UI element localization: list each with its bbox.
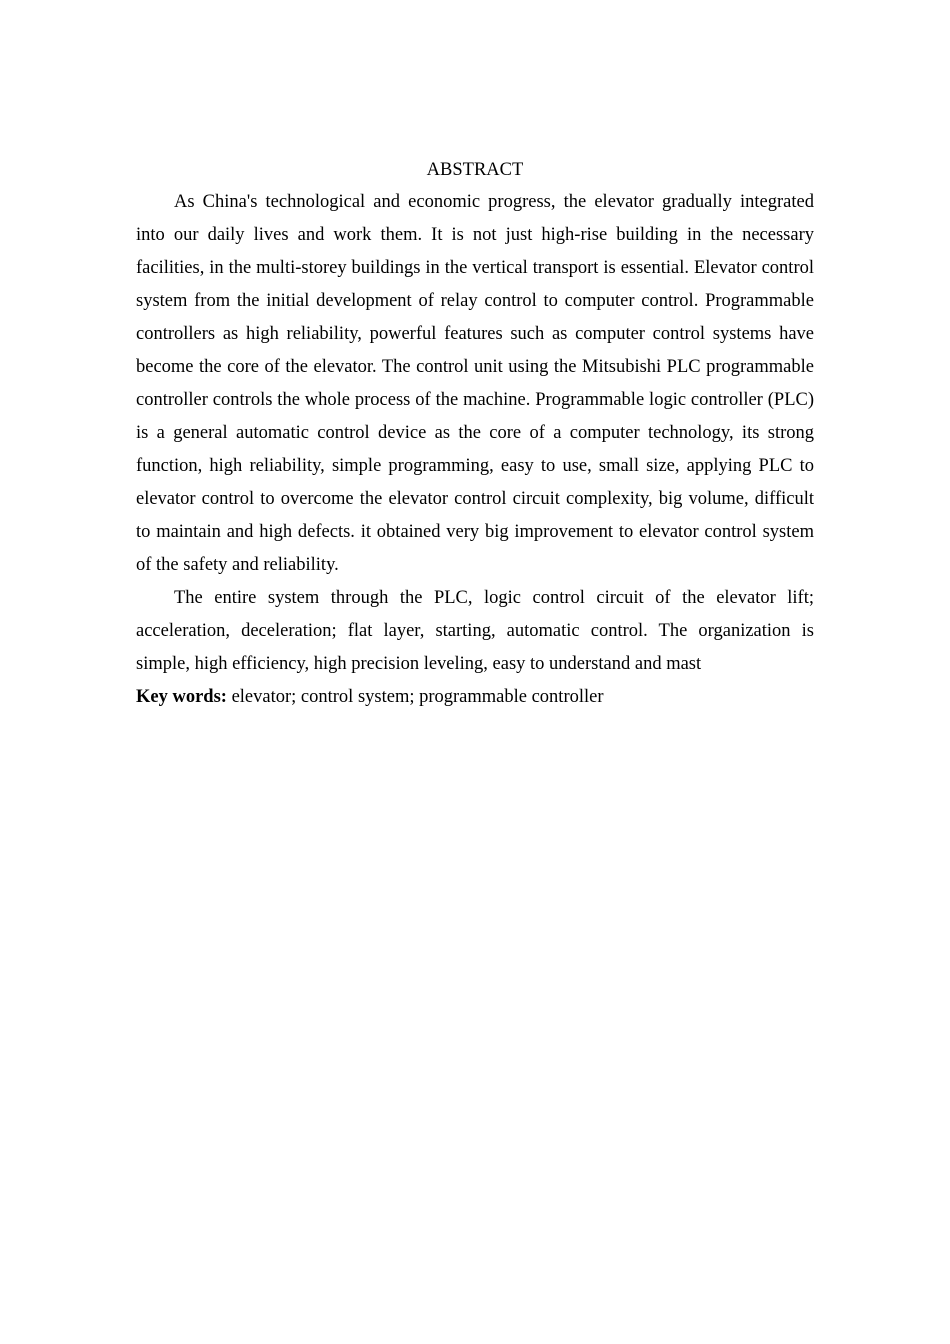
- keywords-line: [136, 681, 814, 714]
- abstract-paragraph-1: As China's technological and economic progress, the elevator gradually integrated into our daily lives and work them. It is not just high-rise building in the necessary facilities, in the multi-storey buildings in the vertical transport is essential. Elevator control system from the initial development of relay control to computer control. Programmable controllers as high reliability, powerful features such as computer control systems have become the core of the elevator. The control unit using the Mitsubishi PLC programmable controller controls the whole process of the machine. Programmable logic controller (PLC) is a general automatic control device as the core of a computer technology, its strong function, high reliability, simple programming, easy to use, small size, applying PLC to elevator control to overcome the elevator control circuit complexity, big volume, difficult to maintain and high defects. it obtained very big improvement to elevator control system of the safety and reliability.: [136, 192, 814, 575]
- keywords-text: elevator; control system; programmable controller: [226, 687, 604, 707]
- keywords-label: Key words:: [136, 687, 227, 707]
- abstract-paragraph-2: The entire system through the PLC, logic control circuit of the elevator lift; acceleration, deceleration; flat layer, starting, automatic control. The organization is simple, high efficiency, high precision leveling, easy to understand and mast: [136, 588, 814, 674]
- abstract-body: [136, 158, 814, 714]
- abstract-title: ABSTRACT: [426, 160, 524, 180]
